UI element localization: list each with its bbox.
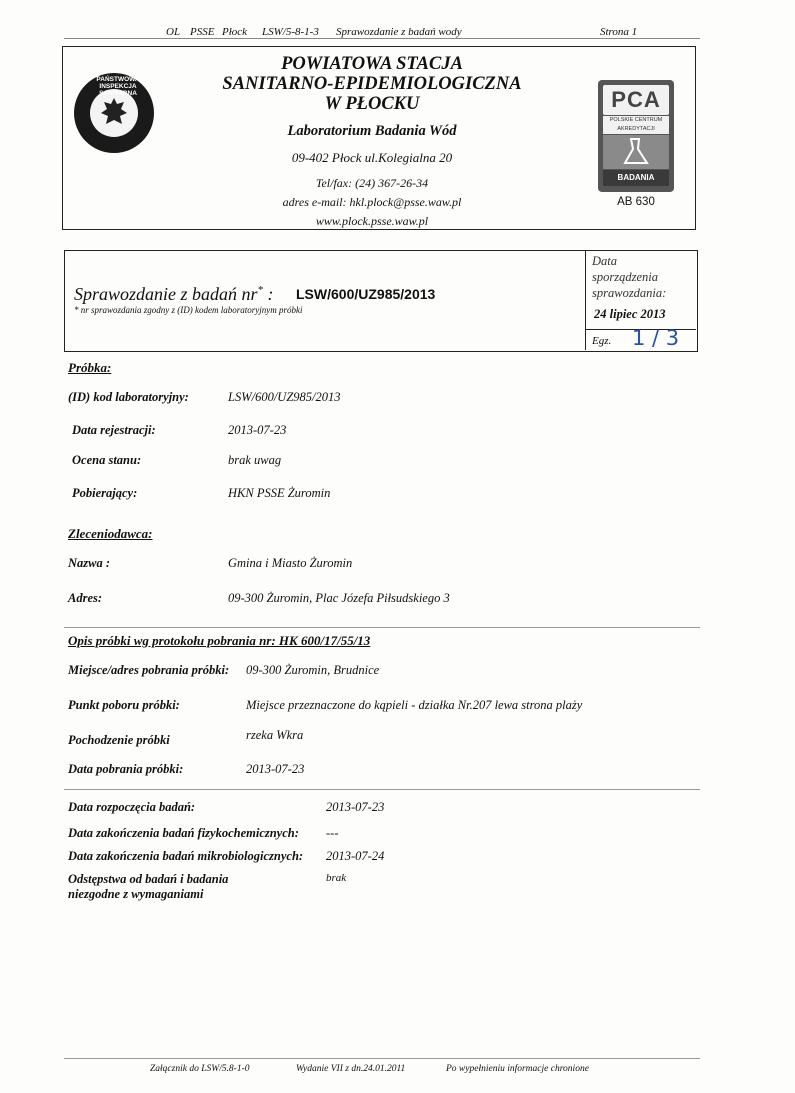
- report-date-label-line2: sporządzenia: [592, 270, 658, 284]
- seal-text: PAŃSTWOWA INSPEKCJA SANITARNA: [96, 76, 140, 97]
- pca-subtitle-line1: POLSKIE CENTRUM: [609, 117, 663, 123]
- report-title: [74, 284, 274, 305]
- sample-origin-value: rzeka Wkra: [246, 728, 304, 742]
- institution-name-line2: SANITARNO-EPIDEMIOLOGICZNA: [222, 74, 522, 94]
- institution-website: www.plock.psse.waw.pl: [315, 214, 429, 228]
- pca-logo-text: PCA: [611, 87, 661, 112]
- accreditation-number: AB 630: [617, 196, 655, 208]
- report-box-divider: [585, 250, 586, 350]
- header-city: Płock: [222, 26, 248, 38]
- sampling-location-label: Miejsce/adres pobrania próbki:: [68, 663, 230, 677]
- report-date-value: 24 lipiec 2013: [594, 307, 666, 321]
- sample-section-title: Próbka:: [68, 360, 112, 375]
- footer-annex: Załącznik do LSW/5.8-1-0: [150, 1064, 250, 1074]
- physchem-end-label: Data zakończenia badań fizykochemicznych:: [68, 826, 299, 840]
- header-psse: PSSE: [190, 26, 215, 38]
- footer-protected: Po wypełnieniu informacje chronione: [446, 1064, 589, 1074]
- copy-label: Egz.: [592, 335, 612, 347]
- deviation-label-line1: Odstępstwa od badań i badania: [68, 872, 229, 886]
- sampler-value: HKN PSSE Żuromin: [228, 486, 331, 500]
- pca-subtitle: [603, 116, 669, 134]
- sample-id-label: (ID) kod laboratoryjny:: [68, 390, 189, 404]
- microbio-end-label: Data zakończenia badań mikrobiologicznych:: [68, 849, 304, 863]
- registration-date-label: Data rejestracji:: [72, 423, 156, 437]
- header-code: LSW/5-8-1-3: [262, 26, 319, 38]
- sampling-point-value: Miejsce przeznaczone do kąpieli - działka Nr.207 lewa strona plaży: [246, 698, 583, 712]
- header-doc-title: Sprawozdanie z badań wody: [336, 26, 462, 38]
- flask-icon: [603, 135, 669, 169]
- client-address-value: 09-300 Żuromin, Plac Józefa Piłsudskiego 3: [228, 591, 450, 605]
- physchem-end-value: ---: [326, 826, 339, 840]
- header-rule: [64, 38, 700, 39]
- sampling-point-label: Punkt poboru próbki:: [68, 698, 180, 712]
- pca-logo: [603, 85, 669, 115]
- sampling-date-label: Data pobrania próbki:: [68, 762, 184, 776]
- report-title-asterisk: *: [257, 284, 264, 296]
- institution-name-line1: POWIATOWA STACJA: [281, 54, 463, 74]
- footer-edition: Wydanie VII z dn.24.01.2011: [296, 1064, 406, 1074]
- report-footnote: [74, 305, 303, 315]
- institution-address: 09-402 Płock ul.Kolegialna 20: [291, 150, 453, 165]
- header-ol: OL: [166, 26, 181, 38]
- report-title-label: Sprawozdanie z badań nr: [74, 284, 258, 304]
- protocol-section-title: Opis próbki wg protokołu pobrania nr: HK 600/17/55/13: [68, 633, 371, 648]
- sampler-label: Pobierający:: [72, 486, 138, 500]
- copy-number-handwritten: 1 / 3: [632, 326, 680, 350]
- client-address-label: Adres:: [68, 591, 103, 605]
- registration-date-value: 2013-07-23: [228, 423, 287, 437]
- report-title-colon: :: [267, 284, 274, 304]
- header-page: Strona 1: [600, 26, 638, 38]
- institution-phone: Tel/fax: (24) 367-26-34: [315, 176, 429, 190]
- sampling-date-value: 2013-07-23: [246, 762, 305, 776]
- pca-subtitle-line2: AKREDYTACJI: [617, 126, 655, 132]
- client-name-value: Gmina i Miasto Żuromin: [228, 556, 353, 570]
- deviation-value: brak: [326, 872, 347, 884]
- institution-email: adres e-mail: hkl.plock@psse.waw.pl: [282, 195, 462, 209]
- laboratory-name: Laboratorium Badania Wód: [287, 123, 457, 139]
- test-start-label: Data rozpoczęcia badań:: [68, 800, 196, 814]
- report-footnote-text: nr sprawozdania zgodny z (ID) kodem laboratoryjnym próbki: [80, 305, 303, 315]
- report-date-label-line3: sprawozdania:: [592, 286, 667, 300]
- pca-badge-label: BADANIA: [603, 170, 669, 186]
- client-section-title: Zleceniodawca:: [68, 526, 153, 541]
- section-divider: [64, 627, 700, 628]
- sample-origin-label: Pochodzenie próbki: [68, 733, 170, 747]
- report-number: LSW/600/UZ985/2013: [296, 286, 436, 302]
- test-start-value: 2013-07-23: [326, 800, 385, 814]
- condition-value: brak uwag: [228, 453, 282, 467]
- section-divider-2: [64, 789, 700, 790]
- institution-name-line3: W PŁOCKU: [324, 94, 420, 114]
- sampling-location-value: 09-300 Żuromin, Brudnice: [246, 663, 380, 677]
- condition-label: Ocena stanu:: [72, 453, 142, 467]
- report-date-label-line1: Data: [592, 254, 617, 268]
- deviation-label-line2: niezgodne z wymaganiami: [68, 887, 204, 901]
- document-header: [0, 22, 795, 38]
- sample-id-value: LSW/600/UZ985/2013: [228, 390, 341, 404]
- microbio-end-value: 2013-07-24: [326, 849, 385, 863]
- footer-rule: [64, 1058, 700, 1059]
- report-footnote-asterisk: *: [74, 305, 79, 315]
- client-name-label: Nazwa :: [68, 556, 111, 570]
